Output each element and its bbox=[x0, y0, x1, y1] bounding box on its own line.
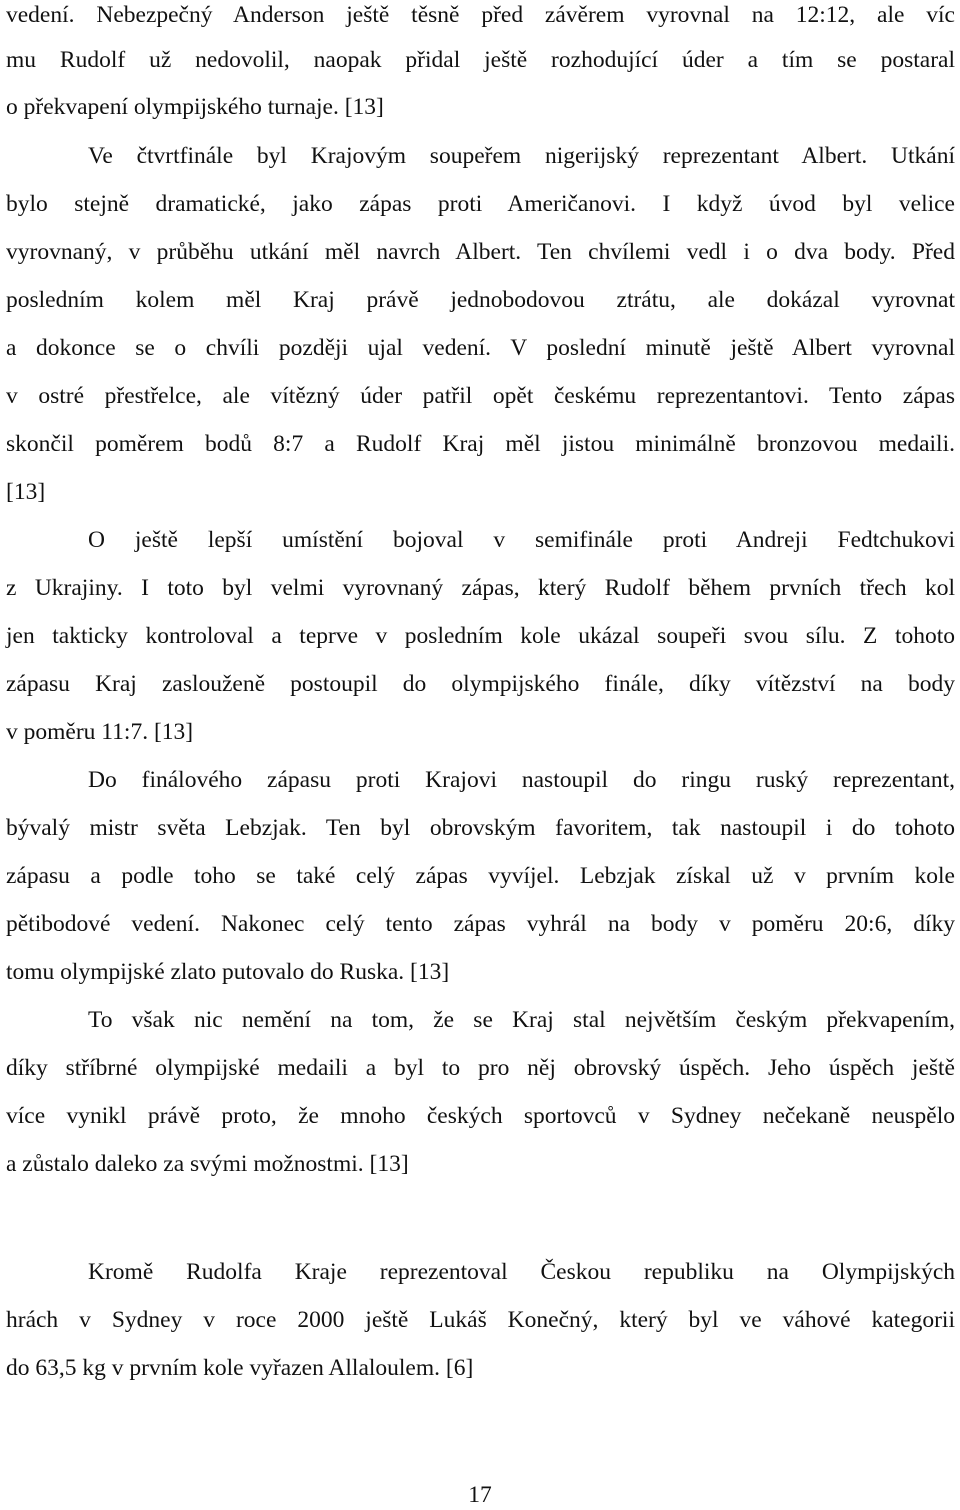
text-line: zápasu Kraj zaslouženě postoupil do olympijského finále, díky vítězství na body bbox=[6, 671, 955, 697]
text-line: díky stříbrné olympijské medaili a byl to pro něj obrovský úspěch. Jeho úspěch ještě bbox=[6, 1055, 955, 1081]
text-line: hrách v Sydney v roce 2000 ještě Lukáš Konečný, který byl ve váhové kategorii bbox=[6, 1307, 955, 1333]
text-line: a zůstalo daleko za svými možnostmi. [13] bbox=[6, 1151, 409, 1177]
text-line: bývalý mistr světa Lebzjak. Ten byl obrovským favoritem, tak nastoupil i do tohoto bbox=[6, 815, 955, 841]
text-line: [13] bbox=[6, 479, 46, 505]
text-line: Ve čtvrtfinále byl Krajovým soupeřem nigerijský reprezentant Albert. Utkání bbox=[88, 143, 955, 169]
text-line: bylo stejně dramatické, jako zápas proti Američanovi. I když úvod byl velice bbox=[6, 191, 955, 217]
text-line: To však nic nemění na tom, že se Kraj stal největším českým překvapením, bbox=[88, 1007, 955, 1033]
text-line: v ostré přestřelce, ale vítězný úder patřil opět českému reprezentantovi. Tento zápas bbox=[6, 383, 955, 409]
text-line: o překvapení olympijského turnaje. [13] bbox=[6, 94, 384, 120]
text-line: Kromě Rudolfa Kraje reprezentoval Českou republiku na Olympijských bbox=[88, 1259, 955, 1285]
text-line: v poměru 11:7. [13] bbox=[6, 719, 194, 745]
text-line: pětibodové vedení. Nakonec celý tento zápas vyhrál na body v poměru 20:6, díky bbox=[6, 911, 955, 937]
text-line: mu Rudolf už nedovolil, naopak přidal ještě rozhodující úder a tím se postaral bbox=[6, 47, 955, 73]
text-line: O ještě lepší umístění bojoval v semifinále proti Andreji Fedtchukovi bbox=[88, 527, 955, 553]
text-line: do 63,5 kg v prvním kole vyřazen Allaloulem. [6] bbox=[6, 1355, 474, 1381]
text-line: jen takticky kontroloval a teprve v posledním kole ukázal soupeři svou sílu. Z tohoto bbox=[6, 623, 955, 649]
text-line: zápasu a podle toho se také celý zápas vyvíjel. Lebzjak získal už v prvním kole bbox=[6, 863, 955, 889]
text-line: tomu olympijské zlato putovalo do Ruska. [13] bbox=[6, 959, 450, 985]
text-line: více vynikl právě proto, že mnoho českých sportovců v Sydney nečekaně neuspělo bbox=[6, 1103, 955, 1129]
text-line: skončil poměrem bodů 8:7 a Rudolf Kraj měl jistou minimálně bronzovou medaili. bbox=[6, 431, 955, 457]
text-line: vedení. Nebezpečný Anderson ještě těsně před závěrem vyrovnal na 12:12, ale víc bbox=[6, 2, 955, 28]
text-line: a dokonce se o chvíli později ujal vedení. V poslední minutě ještě Albert vyrovnal bbox=[6, 335, 955, 361]
page-number: 17 bbox=[468, 1482, 492, 1508]
text-line: vyrovnaný, v průběhu utkání měl navrch Albert. Ten chvílemi vedl i o dva body. Před bbox=[6, 239, 955, 265]
text-line: posledním kolem měl Kraj právě jednobodovou ztrátu, ale dokázal vyrovnat bbox=[6, 287, 955, 313]
text-line: Do finálového zápasu proti Krajovi nastoupil do ringu ruský reprezentant, bbox=[88, 767, 955, 793]
text-line: z Ukrajiny. I toto byl velmi vyrovnaný zápas, který Rudolf během prvních třech kol bbox=[6, 575, 955, 601]
